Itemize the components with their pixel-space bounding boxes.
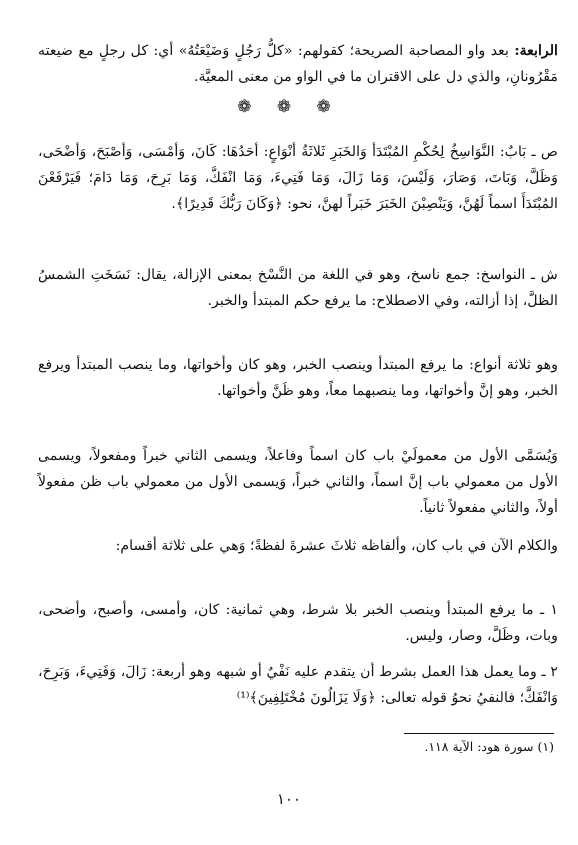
footnote: (١) سورة هود: الآية ١١٨. bbox=[424, 739, 554, 754]
page-number: ١٠٠ bbox=[276, 790, 302, 808]
section-ornament: ❁ ❁ ❁ bbox=[237, 97, 341, 117]
paragraph-kana-intro: والكلام الآن في باب كان، وألفاظه ثلاثَ عشرةَ لفظةً؛ وَهي على ثلاثة أقسام: bbox=[115, 538, 558, 554]
list-item-one: ١ ـ ما يرفع المبتدأ وينصب الخبر بلا شرط، وهي ثمانية: كان، وأمسى، وأصبح، وأضحى، وبات، وظَلَّ، وصار، وليس. bbox=[38, 602, 558, 644]
list-item-two: ٢ ـ وما يعمل هذا العمل بشرط أن يتقدم عليه نَفْيٌ أو شبهه وهو أربعة: زَالَ، وَفَتِيءَ، وَبَرِحَ، وَانْفَكَّ؛ فالنفيُ نحوُ قوله تعالى: ﴿وَلَا يَزَالُونَ مُخْتَلِفِينَ﴾⁽¹⁾ bbox=[38, 664, 558, 706]
paragraph-three-types: وهو ثلاثة أنواع: ما يرفع المبتدأ وينصب الخبر، وهو كان وأخواتها، وما ينصب المبتدأ ويرفع الخبر، وهو إنَّ وأخواتها، وما ينصبهما معاً، وهو ظَنَّ وأخواتها. bbox=[38, 357, 558, 399]
paragraph-body: بعد واو المصاحبة الصريحة؛ كقولهم: «كلُّ رَجُلٍ وَضَيْعَتُهُ» أي: كل رجلٍ مع ضيعته مَقْرُونانِ، والذي دل على الاقتران ما في الواو من معنى المعيَّة. bbox=[38, 43, 558, 85]
paragraph-lead: الرابعة: bbox=[514, 43, 558, 59]
paragraph-text-nawasikh: ص ـ بَابٌ: النَّوَاسِخُ لِحُكْمِ المُبْتَدَأ وَالخَبَرِ ثَلاثَةُ أنْوَاعٍ: أحَدُهَا: كَانَ، وَأمْسَى، وَأصْبَحَ، وَأضْحَى، وَظَلَّ، وَبَاتَ، وَصَارَ، وَلَيْسَ، وَمَا زَالَ، وَمَا فَتِيءَ، وَمَا انْفَكَّ، وَمَا بَرِحَ، وَمَا دَامَ؛ فَيَرْفَعْنَ المُبْتَدَأَ اسماً لَهُنَّ، وَيَنْصِبْنَ الخَبَرَ خَبَراً لهنَّ، نحو: ﴿وَكَانَ رَبُّكَ قَدِيرًا﴾. bbox=[38, 144, 558, 212]
footnote-divider bbox=[404, 733, 554, 734]
paragraph-explanation: ش ـ النواسخ: جمع ناسخ، وهو في اللغة من النَّسْخ بمعنى الإزالة، يقال: نَسَخَتِ الشمسُ الظلَّ، إذا أزالته، وفي الاصطلاح: ما يرفع حكم المبتدأ والخبر. bbox=[38, 267, 558, 309]
paragraph-naming: وَيُسَمَّى الأول من معمولَيْ باب كان اسماً وفاعلاً، ويسمى الثاني خبراً ومفعولاً، ويسمى الأول من معمولي باب إنَّ اسماً، والثاني خبراً، وَيسمى الأول من معمولي باب ظن مفعولاً أولاً، والثاني مفعولاً ثانياً. bbox=[38, 448, 558, 516]
paragraph-fourth-case bbox=[38, 38, 558, 90]
